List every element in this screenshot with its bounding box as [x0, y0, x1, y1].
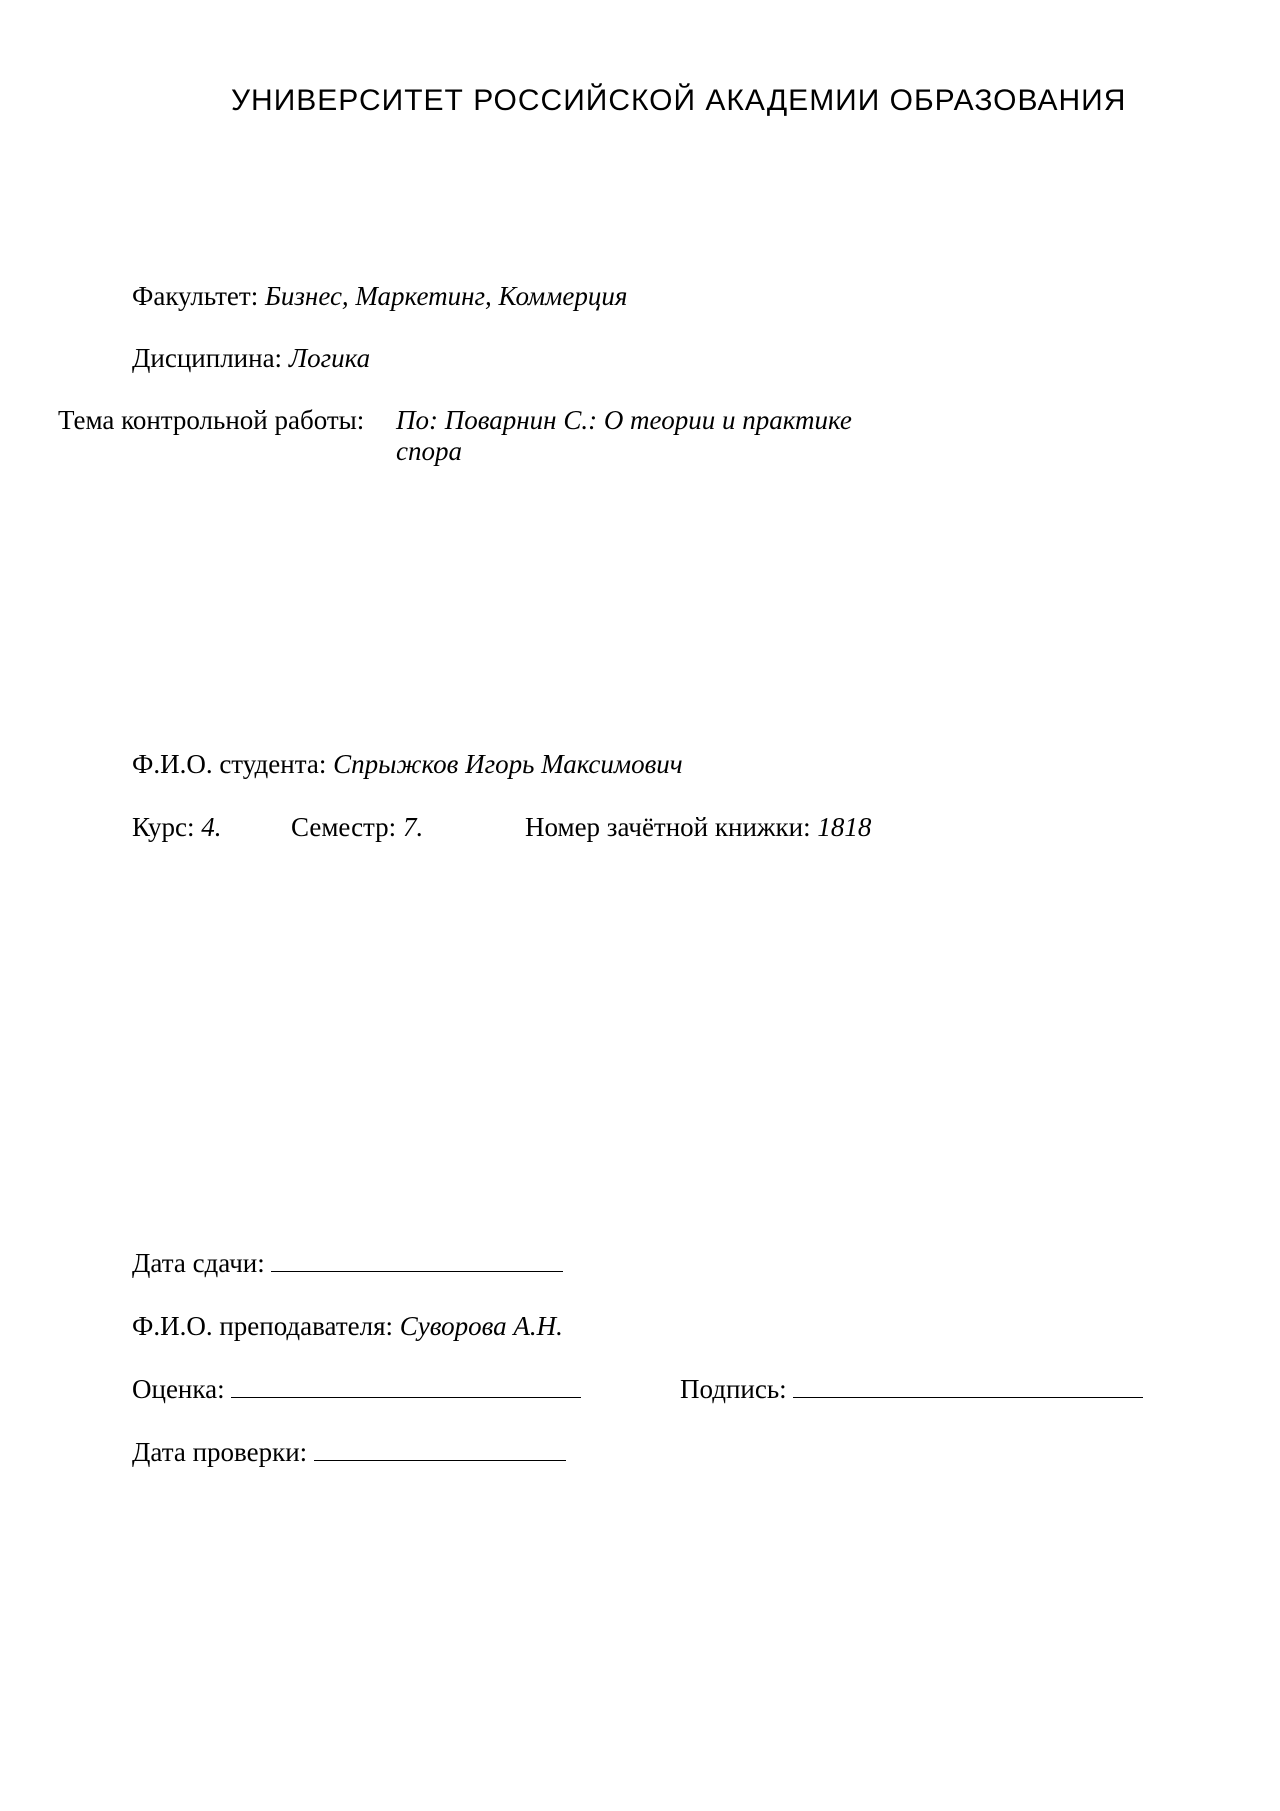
signature-label: Подпись:	[680, 1374, 787, 1404]
record-book-value: 1818	[817, 812, 872, 842]
signature-row	[680, 1374, 1143, 1404]
student-row	[132, 749, 683, 779]
semester-row	[291, 812, 423, 842]
check-date-label: Дата проверки:	[132, 1437, 308, 1467]
discipline-label: Дисциплина:	[132, 343, 283, 373]
signature-blank	[793, 1375, 1143, 1398]
teacher-row	[132, 1311, 563, 1341]
check-date-row	[132, 1437, 566, 1467]
topic-value: По: Поварнин С.: О теории и практике спора	[396, 405, 852, 466]
grade-label: Оценка:	[132, 1374, 225, 1404]
discipline-row	[132, 343, 370, 373]
course-label: Курс:	[132, 812, 195, 842]
record-book-label: Номер зачётной книжки:	[525, 812, 811, 842]
course-value: 4.	[201, 812, 222, 842]
student-label: Ф.И.О. студента:	[132, 749, 327, 779]
semester-value: 7.	[402, 812, 424, 842]
university-heading: УНИВЕРСИТЕТ РОССИЙСКОЙ АКАДЕМИИ ОБРАЗОВАНИЯ	[231, 84, 1127, 117]
faculty-value: Бизнес, Маркетинг, Коммерция	[264, 281, 628, 311]
faculty-label: Факультет:	[132, 281, 259, 311]
submission-date-blank	[271, 1249, 563, 1272]
course-row	[132, 812, 221, 842]
grade-blank	[231, 1375, 581, 1398]
teacher-value: Суворова А.Н.	[399, 1311, 563, 1341]
submission-date-row	[132, 1248, 563, 1278]
check-date-blank	[314, 1438, 566, 1461]
semester-label: Семестр:	[291, 812, 397, 842]
record-book-row	[525, 812, 871, 842]
submission-date-label: Дата сдачи:	[132, 1248, 265, 1278]
discipline-value: Логика	[288, 343, 371, 373]
grade-row	[132, 1374, 581, 1404]
student-value: Спрыжков Игорь Максимович	[333, 749, 683, 779]
teacher-label: Ф.И.О. преподавателя:	[132, 1311, 394, 1341]
topic-label: Тема контрольной работы:	[58, 405, 365, 435]
faculty-row	[132, 281, 627, 311]
